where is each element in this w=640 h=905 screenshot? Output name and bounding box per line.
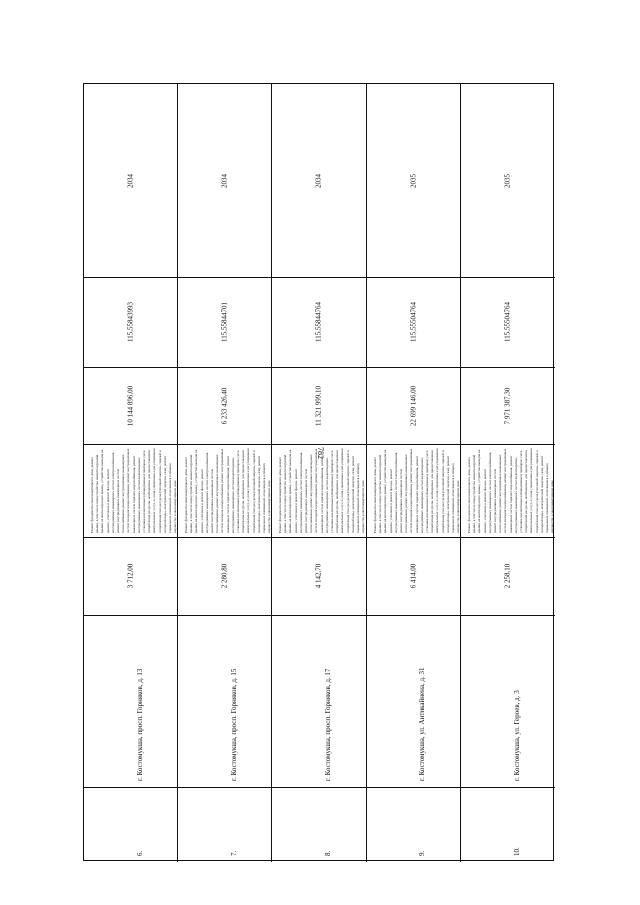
column-divider [272, 615, 365, 616]
column-divider [461, 787, 555, 788]
unit-cost-value: 115,55843993 [126, 302, 135, 342]
column-divider [84, 444, 177, 445]
column-divider [84, 537, 177, 538]
year-value: 2034 [314, 173, 323, 188]
column-divider [178, 367, 271, 368]
column-divider [367, 277, 460, 278]
column-divider [272, 277, 365, 278]
area-value: 2 280,80 [220, 563, 229, 589]
column-divider [272, 444, 365, 445]
column-divider [272, 367, 365, 368]
address: г. Костомукша, ул. Героев, д. 3 [512, 690, 521, 781]
address: г. Костомукша, просп. Горняков, д. 17 [324, 668, 333, 781]
column-divider [272, 537, 365, 538]
column-divider [84, 277, 177, 278]
column-divider [367, 787, 460, 788]
area-value: 2 258,10 [503, 563, 512, 589]
column-divider [367, 367, 460, 368]
column-divider [461, 537, 555, 538]
row-number: 6. [135, 850, 144, 856]
column-divider [84, 367, 177, 368]
cost-value: 6 233 426,40 [220, 387, 229, 424]
unit-cost-value: 115,55844764 [314, 302, 323, 342]
cost-value: 10 144 896,00 [126, 385, 135, 426]
row-number: 8. [324, 850, 333, 856]
year-value: 2034 [220, 173, 229, 188]
works-description: Ремонт фундамента многоквартирного дома, ремонт крыши, в том числе переустройство невентилируемой крыши на вентилируемую крышу, устройство выходов на кровлю, утепление и ремонт фасада, ремонт внутридомовых инженерных систем электроснабжения, ремонт внутридомовых инженерных систем теплоснабжения, ремонт внутридомовых инженерных систем холодного водоснабжения, ремонт внутридомовых инженерных систем горячего водоснабжения, ремонт внутридомовых инженерных систем водоотведения, установка коллективных (общедомовых) приборов учета потребления ресурсов, необходимых для предоставления коммунальных услуг, и узлов управления и регулирования потребления этих ресурсов (тепловой энергии, горячей и холодной воды, электрической энергии, газа), ремонт подвальных помещений, относящихся к общему имуществу в многоквартирном доме [90, 448, 178, 533]
unit-cost-value: 115,55504764 [503, 302, 512, 342]
column-divider [178, 277, 271, 278]
column-divider [272, 787, 365, 788]
area-value: 6 414,00 [409, 563, 418, 589]
table-row [178, 84, 272, 862]
column-divider [84, 787, 177, 788]
unit-cost-value: 115,55844701 [220, 302, 229, 342]
unit-cost-value: 115,55504764 [409, 302, 418, 342]
year-value: 2034 [126, 173, 135, 188]
area-value: 4 142,70 [314, 563, 323, 589]
column-divider [178, 615, 271, 616]
column-divider [178, 537, 271, 538]
column-divider [178, 787, 271, 788]
table-row [272, 84, 366, 862]
column-divider [461, 615, 555, 616]
row-number: 10. [512, 847, 521, 856]
column-divider [461, 444, 555, 445]
column-divider [461, 277, 555, 278]
cost-value: 11 321 999,10 [314, 385, 323, 426]
column-divider [367, 444, 460, 445]
column-divider [367, 615, 460, 616]
column-divider [367, 537, 460, 538]
cost-value: 7 971 387,30 [503, 387, 512, 424]
row-number: 7. [229, 850, 238, 856]
area-value: 3 712,00 [126, 563, 135, 589]
works-description: Ремонт фундамента многоквартирного дома, ремонт крыши, в том числе переустройство невентилируемой крыши на вентилируемую крышу, устройство выходов на кровлю, утепление и ремонт фасада, ремонт внутридомовых инженерных систем электроснабжения, ремонт внутридомовых инженерных систем теплоснабжения, ремонт внутридомовых инженерных систем холодного водоснабжения, ремонт внутридомовых инженерных систем горячего водоснабжения, ремонт внутридомовых инженерных систем водоотведения, установка коллективных (общедомовых) приборов учета потребления ресурсов, необходимых для предоставления коммунальных услуг, и узлов управления и регулирования потребления этих ресурсов (тепловой энергии, горячей и холодной воды, электрической энергии, газа), ремонт подвальных помещений, относящихся к общему имуществу в многоквартирном доме [466, 448, 555, 533]
column-divider [84, 615, 177, 616]
row-number: 9. [418, 850, 427, 856]
repair-schedule-table [83, 83, 554, 861]
works-description: Ремонт фундамента многоквартирного дома, ремонт крыши, в том числе переустройство невентилируемой крыши на вентилируемую крышу, устройство выходов на кровлю, утепление и ремонт фасада, ремонт внутридомовых инженерных систем электроснабжения, ремонт внутридомовых инженерных систем теплоснабжения, ремонт внутридомовых инженерных систем холодного водоснабжения, ремонт внутридомовых инженерных систем горячего водоснабжения, ремонт внутридомовых инженерных систем водоотведения, установка коллективных (общедомовых) приборов учета потребления ресурсов, необходимых для предоставления коммунальных услуг, и узлов управления и регулирования потребления этих ресурсов (тепловой энергии, горячей и холодной воды, электрической энергии, газа), ремонт подвальных помещений, относящихся к общему имуществу в многоквартирном доме [184, 448, 272, 533]
table-row [461, 84, 555, 862]
page-number: 782 [316, 447, 325, 459]
table-row [367, 84, 461, 862]
works-description: Ремонт фундамента многоквартирного дома, ремонт крыши, в том числе переустройство невентилируемой крыши на вентилируемую крышу, устройство выходов на кровлю, утепление и ремонт фасада, ремонт внутридомовых инженерных систем электроснабжения, ремонт внутридомовых инженерных систем теплоснабжения, ремонт внутридомовых инженерных систем холодного водоснабжения, ремонт внутридомовых инженерных систем горячего водоснабжения, ремонт внутридомовых инженерных систем водоотведения, установка коллективных (общедомовых) приборов учета потребления ресурсов, необходимых для предоставления коммунальных услуг, и узлов управления и регулирования потребления этих ресурсов (тепловой энергии, горячей и холодной воды, электрической энергии, газа), ремонт подвальных помещений, относящихся к общему имуществу в многоквартирном доме [372, 448, 460, 533]
column-divider [461, 367, 555, 368]
address: г. Костомукша, просп. Горняков, д. 13 [135, 668, 144, 781]
works-description: Ремонт фундамента многоквартирного дома, ремонт крыши, в том числе переустройство невентилируемой крыши на вентилируемую крышу, устройство выходов на кровлю, утепление и ремонт фасада, ремонт внутридомовых инженерных систем электроснабжения, ремонт внутридомовых инженерных систем теплоснабжения, ремонт внутридомовых инженерных систем холодного водоснабжения, ремонт внутридомовых инженерных систем горячего водоснабжения, ремонт внутридомовых инженерных систем водоотведения, установка коллективных (общедомовых) приборов учета потребления ресурсов, необходимых для предоставления коммунальных услуг, и узлов управления и регулирования потребления этих ресурсов (тепловой энергии, горячей и холодной воды, электрической энергии, газа), ремонт подвальных помещений, относящихся к общему имуществу в многоквартирном доме [278, 448, 366, 533]
year-value: 2035 [409, 173, 418, 188]
address: г. Костомукша, просп. Горняков, д. 15 [229, 668, 238, 781]
cost-value: 22 699 146,00 [409, 385, 418, 426]
year-value: 2035 [503, 173, 512, 188]
table-row [84, 84, 178, 862]
column-divider [178, 444, 271, 445]
address: г. Костомукша, ул. Антикайнена, д. 31 [418, 667, 427, 781]
